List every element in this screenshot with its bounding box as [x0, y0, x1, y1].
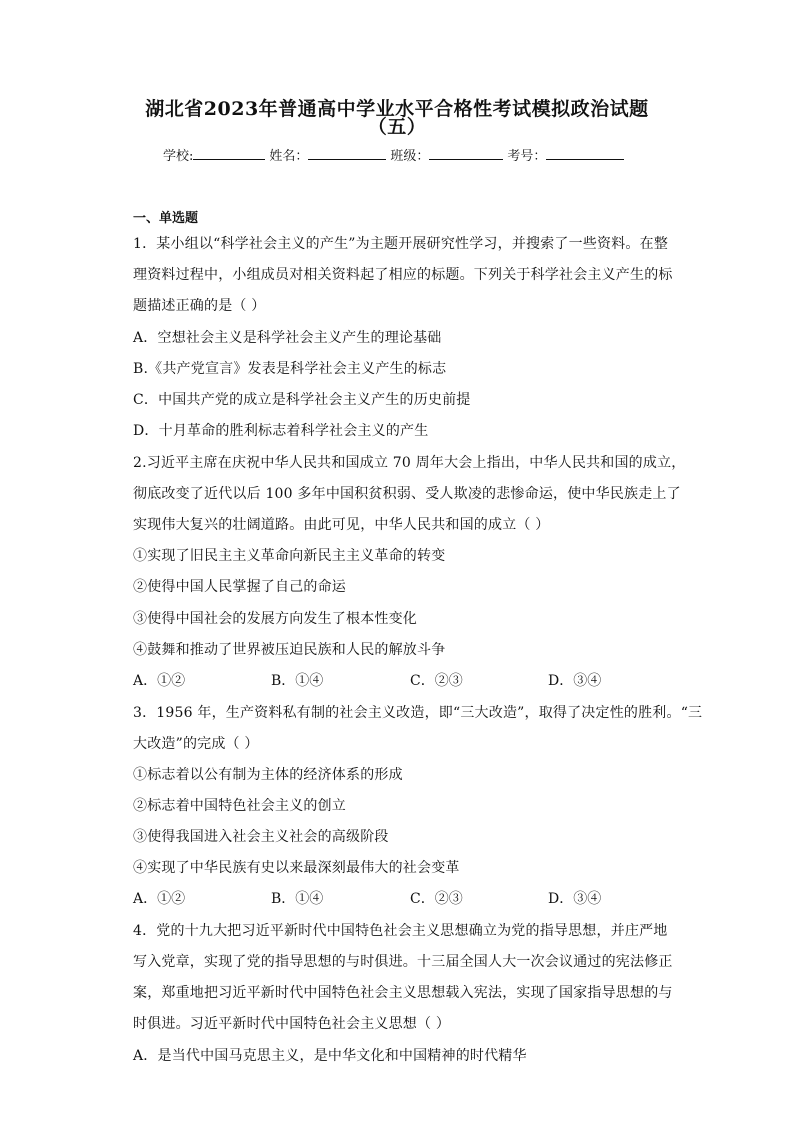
question-3-option-d[interactable]: D．③④ — [548, 891, 602, 907]
exam-title: 湖北省2023年普通高中学业水平合格性考试模拟政治试题 — [145, 98, 649, 120]
question-1-text: 理资料过程中，小组成员对相关资料起了相应的标题。下列关于科学社会主义产生的标 — [133, 267, 673, 283]
exam-number-field[interactable] — [546, 147, 624, 160]
question-4-text: 4．党的十九大把习近平新时代中国特色社会主义思想确立为党的指导思想，并庄严地 — [133, 923, 668, 939]
question-1-option-b[interactable]: B.《共产党宣言》发表是科学社会主义产生的标志 — [133, 361, 447, 377]
school-field[interactable] — [193, 147, 265, 160]
name-label: 姓名： — [269, 149, 309, 164]
question-2-statement-1: ①实现了旧民主主义革命向新民主主义革命的转变 — [133, 548, 446, 564]
question-3-statement-4: ④实现了中华民族有史以来最深刻最伟大的社会变革 — [133, 860, 460, 876]
question-3-statement-3: ③使得我国进入社会主义社会的高级阶段 — [133, 829, 389, 845]
question-3-text: 3．1956 年，生产资料私有制的社会主义改造，即“三大改造”，取得了决定性的胜利。“三 — [133, 705, 703, 721]
question-3-statement-1: ①标志着以公有制为主体的经济体系的形成 — [133, 767, 403, 783]
question-1-option-c[interactable]: C．中国共产党的成立是科学社会主义产生的历史前提 — [133, 392, 471, 408]
question-1-option-a[interactable]: A．空想社会主义是科学社会主义产生的理论基础 — [133, 330, 442, 346]
question-4-text: 写入党章，实现了党的指导思想的与时俱进。十三届全国人大一次会议通过的宪法修正 — [133, 954, 673, 970]
question-1-option-d[interactable]: D．十月革命的胜利标志着科学社会主义的产生 — [133, 423, 429, 439]
student-info-row — [163, 145, 628, 164]
question-3-statement-2: ②标志着中国特色社会主义的创立 — [133, 798, 346, 814]
question-4-option-a[interactable]: A．是当代中国马克思主义，是中华文化和中国精神的时代精华 — [133, 1048, 527, 1064]
question-2-statement-3: ③使得中国社会的发展方向发生了根本性变化 — [133, 611, 417, 627]
question-2-statement-2: ②使得中国人民掌握了自己的命运 — [133, 579, 346, 595]
question-3-text: 大改造”的完成（ ） — [133, 736, 259, 752]
question-1-text: 1．某小组以“科学社会主义的产生”为主题开展研究性学习，并搜索了一些资料。在整 — [133, 236, 669, 252]
question-2-text: 2.习近平主席在庆祝中华人民共和国成立 70 周年大会上指出，中华人民共和国的成立， — [133, 455, 686, 471]
exam-title-subtitle: （五） — [367, 116, 427, 138]
question-4-text: 案，郑重地把习近平新时代中国特色社会主义思想载入宪法，实现了国家指导思想的与 — [133, 985, 673, 1001]
question-3-option-b[interactable]: B．①④ — [271, 891, 324, 907]
name-field[interactable] — [308, 147, 386, 160]
question-4-text: 时俱进。习近平新时代中国特色社会主义思想（ ） — [133, 1016, 451, 1032]
question-2-option-a[interactable]: A．①② — [133, 673, 186, 689]
question-2-text: 彻底改变了近代以后 100 多年中国积贫积弱、受人欺凌的悲惨命运，使中华民族走上了 — [133, 486, 681, 502]
question-3-option-a[interactable]: A．①② — [133, 891, 186, 907]
exam-number-label: 考号： — [507, 149, 547, 164]
question-1-text: 题描述正确的是（ ） — [133, 298, 266, 314]
section-title: 一、单选题 — [133, 211, 199, 226]
question-3-option-c[interactable]: C．②③ — [410, 891, 463, 907]
question-2-option-b[interactable]: B．①④ — [271, 673, 324, 689]
question-2-statement-4: ④鼓舞和推动了世界被压迫民族和人民的解放斗争 — [133, 642, 446, 658]
class-field[interactable] — [429, 147, 503, 160]
question-2-text: 实现伟大复兴的壮阔道路。由此可见，中华人民共和国的成立（ ） — [133, 517, 550, 533]
class-label: 班级： — [390, 149, 430, 164]
question-2-option-d[interactable]: D．③④ — [548, 673, 602, 689]
question-2-option-c[interactable]: C．②③ — [410, 673, 463, 689]
school-label: 学校: — [163, 149, 194, 164]
